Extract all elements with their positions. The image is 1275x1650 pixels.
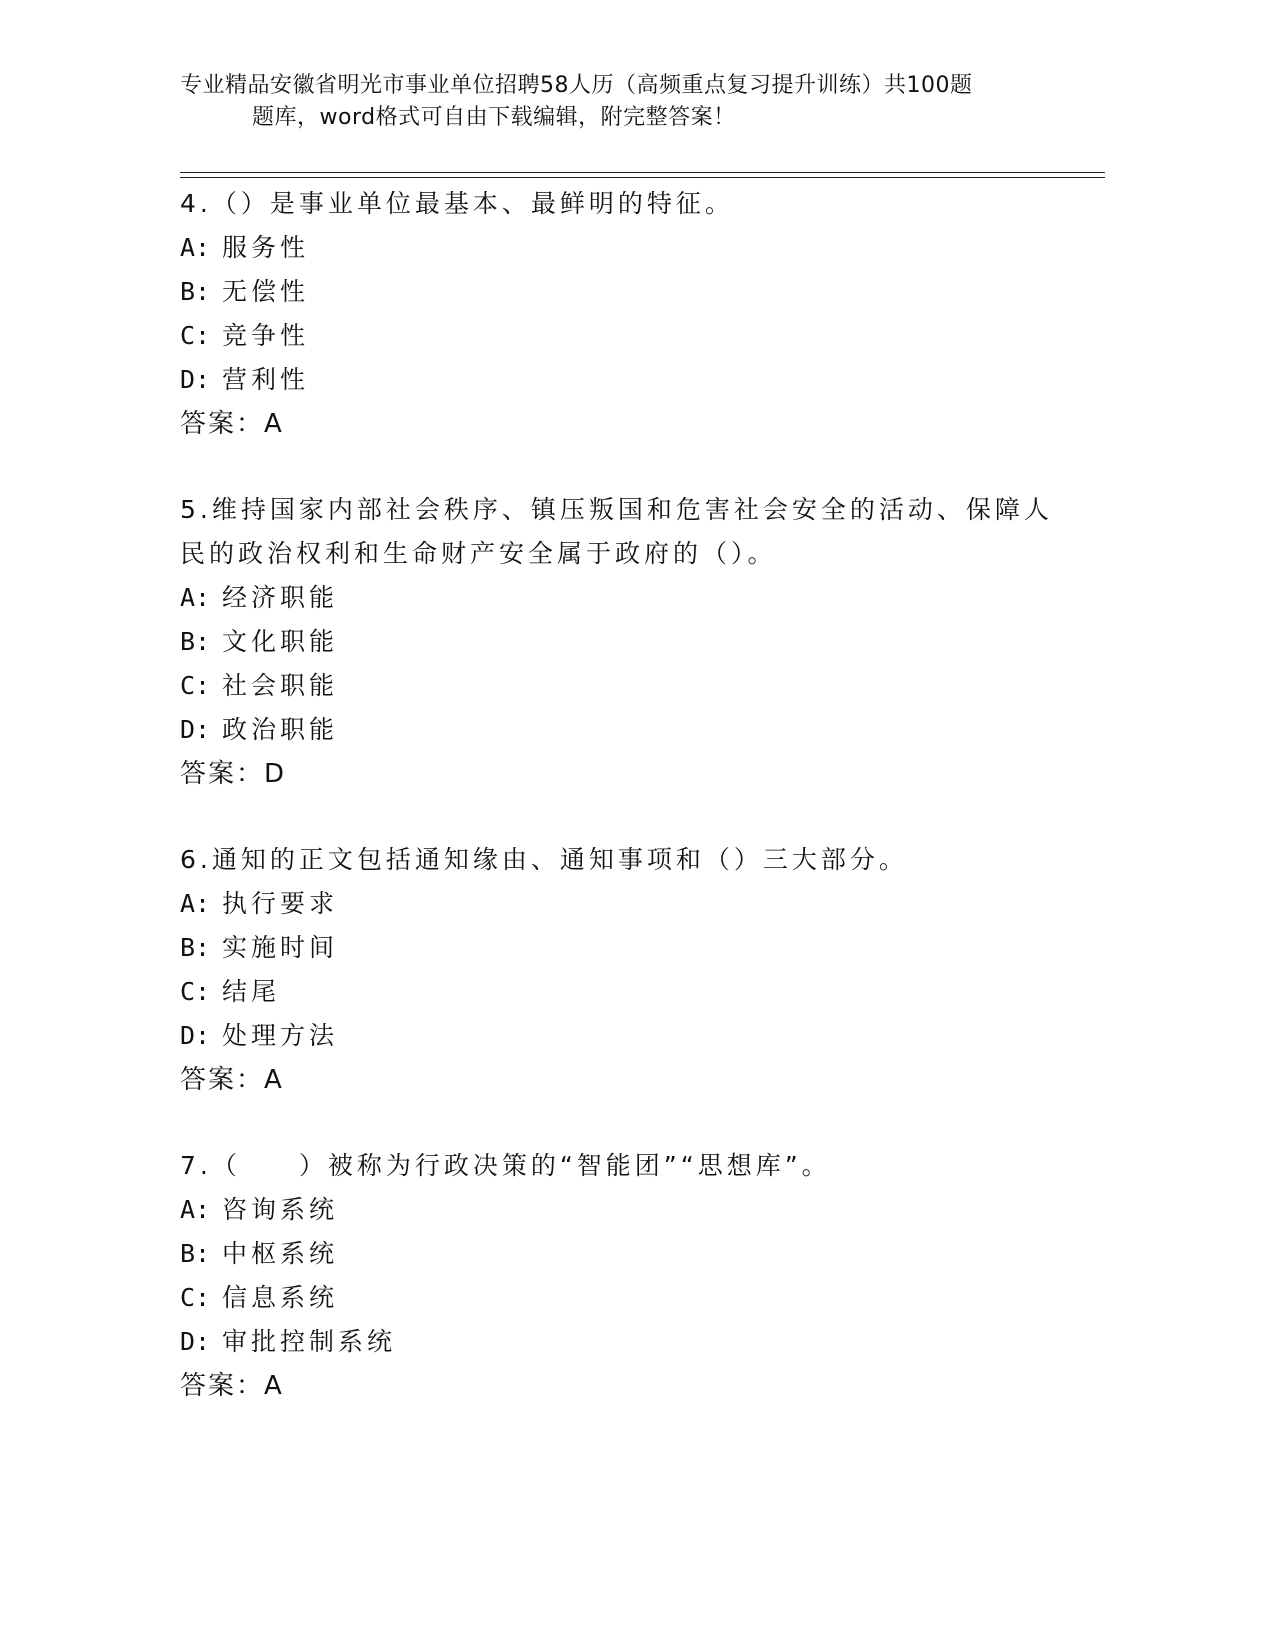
option-letter: D: — [180, 1021, 211, 1050]
question-text: 7.（ ）被称为行政决策的“智能团”“思想库”。 — [180, 1151, 831, 1180]
option-letter: B: — [180, 933, 211, 962]
option-text: 信息系统 — [222, 1283, 339, 1312]
header-divider-bottom — [180, 177, 1105, 178]
option-text: 经济职能 — [222, 583, 339, 612]
option-a — [180, 882, 1080, 926]
option-letter: B: — [180, 627, 211, 656]
option-text: 中枢系统 — [222, 1239, 339, 1268]
header-line-2: 题库，word格式可自由下载编辑，附完整答案！ — [252, 105, 736, 130]
question-7 — [180, 1144, 1080, 1408]
option-letter: C: — [180, 321, 211, 350]
answer: 答案：A — [180, 409, 284, 439]
option-text: 审批控制系统 — [222, 1327, 397, 1356]
option-text: 服务性 — [222, 233, 310, 262]
option-text: 执行要求 — [222, 889, 339, 918]
option-text: 结尾 — [222, 977, 281, 1006]
option-a — [180, 226, 1080, 270]
question-text: 4.（）是事业单位最基本、最鲜明的特征。 — [180, 189, 734, 218]
option-b — [180, 1232, 1080, 1276]
option-d — [180, 1014, 1080, 1058]
question-5 — [180, 488, 1080, 796]
question-6 — [180, 838, 1080, 1102]
header-divider-top — [180, 172, 1105, 173]
answer: 答案：D — [180, 759, 287, 789]
option-letter: A: — [180, 889, 211, 918]
option-letter: C: — [180, 1283, 211, 1312]
option-text: 咨询系统 — [222, 1195, 339, 1224]
option-letter: D: — [180, 365, 211, 394]
option-letter: B: — [180, 1239, 211, 1268]
option-c — [180, 664, 1080, 708]
option-letter: D: — [180, 715, 211, 744]
option-letter: B: — [180, 277, 211, 306]
answer: 答案：A — [180, 1371, 284, 1401]
option-text: 无偿性 — [222, 277, 310, 306]
option-text: 营利性 — [222, 365, 310, 394]
option-text: 社会职能 — [222, 671, 339, 700]
option-text: 文化职能 — [222, 627, 339, 656]
option-b — [180, 926, 1080, 970]
option-text: 政治职能 — [222, 715, 339, 744]
option-c — [180, 314, 1080, 358]
option-d — [180, 1320, 1080, 1364]
document-header — [180, 70, 1060, 134]
question-text: 5.维持国家内部社会秩序、镇压叛国和危害社会安全的活动、保障人民的政治权利和生命财产安全属于政府的（）。 — [180, 495, 1053, 568]
option-text: 处理方法 — [222, 1021, 339, 1050]
option-letter: A: — [180, 583, 211, 612]
option-b — [180, 270, 1080, 314]
option-c — [180, 970, 1080, 1014]
option-d — [180, 708, 1080, 752]
option-letter: A: — [180, 233, 211, 262]
question-4 — [180, 182, 1080, 446]
option-b — [180, 620, 1080, 664]
option-c — [180, 1276, 1080, 1320]
option-text: 实施时间 — [222, 933, 339, 962]
option-a — [180, 1188, 1080, 1232]
option-letter: C: — [180, 671, 211, 700]
header-line-1: 专业精品安徽省明光市事业单位招聘58人历（高频重点复习提升训练）共100题 — [180, 73, 973, 98]
option-text: 竞争性 — [222, 321, 310, 350]
option-d — [180, 358, 1080, 402]
option-a — [180, 576, 1080, 620]
option-letter: A: — [180, 1195, 211, 1224]
question-list — [180, 182, 1080, 1450]
option-letter: D: — [180, 1327, 211, 1356]
option-letter: C: — [180, 977, 211, 1006]
question-text: 6.通知的正文包括通知缘由、通知事项和（）三大部分。 — [180, 845, 908, 874]
answer: 答案：A — [180, 1065, 284, 1095]
